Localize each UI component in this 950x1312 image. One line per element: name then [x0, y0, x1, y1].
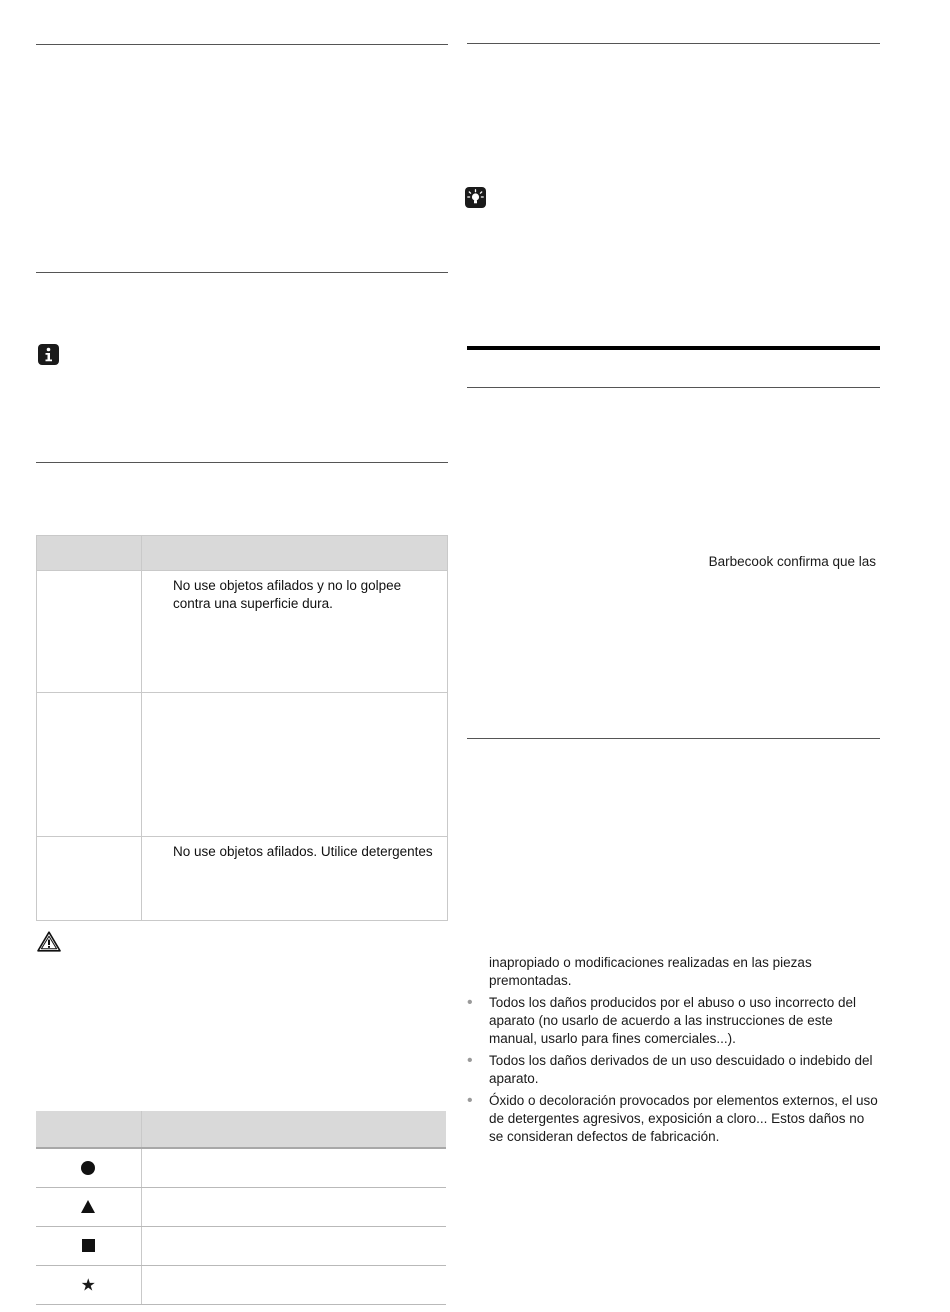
chapter-divider	[467, 346, 880, 350]
square-icon	[82, 1239, 95, 1252]
section-divider	[467, 738, 880, 739]
circle-icon	[81, 1161, 95, 1175]
section-divider	[36, 44, 448, 45]
table-row	[37, 571, 448, 693]
list-item: • Óxido o decoloración provocados por elementos externos, el uso de detergentes agresivos, exposición a cloro... Estos daños no se consideran defectos de fabricación.	[467, 1092, 880, 1146]
table-header-row	[37, 536, 448, 571]
care-table	[36, 535, 448, 921]
table-row-text: No use objetos afilados y no lo golpee contra una superficie dura.	[142, 571, 448, 693]
table-header-cell	[37, 536, 142, 571]
symbol-text	[141, 1227, 446, 1266]
table-row-text	[142, 693, 448, 837]
table-header-row	[36, 1111, 446, 1148]
table-row-label	[37, 693, 142, 837]
table-row	[36, 1227, 446, 1266]
list-item: • Todos los daños producidos por el abuso o uso incorrecto del aparato (no usarlo de acuerdo a las instrucciones de este manual, usarlo para fines comerciales...).	[467, 994, 880, 1048]
symbol-table	[36, 1111, 446, 1305]
warning-triangle-icon	[37, 931, 61, 952]
section-divider	[36, 272, 448, 273]
table-header-cell	[36, 1111, 141, 1148]
triangle-icon	[81, 1200, 95, 1213]
exclusions-continuation: inapropiado o modificaciones realizadas en las piezas premontadas.	[489, 955, 812, 988]
symbol-cell	[36, 1148, 141, 1188]
table-row	[36, 1266, 446, 1305]
symbol-cell	[36, 1266, 141, 1305]
table-row	[37, 693, 448, 837]
exclusions-list	[467, 994, 880, 1150]
section-divider	[36, 462, 448, 463]
warranty-text: Barbecook confirma que las	[708, 554, 876, 569]
table-header-cell	[141, 1111, 446, 1148]
symbol-text	[141, 1266, 446, 1305]
table-row-label	[37, 571, 142, 693]
symbol-cell	[36, 1227, 141, 1266]
symbol-cell	[36, 1188, 141, 1227]
star-icon: ★	[80, 1275, 96, 1295]
list-item: • Todos los daños derivados de un uso descuidado o indebido del aparato.	[467, 1052, 880, 1088]
table-row-text: No use objetos afilados. Utilice detergentes	[142, 837, 448, 921]
table-row	[36, 1188, 446, 1227]
lightbulb-icon	[465, 187, 486, 208]
table-row-label	[37, 837, 142, 921]
table-header-cell	[142, 536, 448, 571]
symbol-text	[141, 1148, 446, 1188]
symbol-text	[141, 1188, 446, 1227]
section-divider	[467, 387, 880, 388]
table-row	[37, 837, 448, 921]
info-icon	[38, 344, 59, 365]
section-divider	[467, 43, 880, 44]
table-row	[36, 1148, 446, 1188]
